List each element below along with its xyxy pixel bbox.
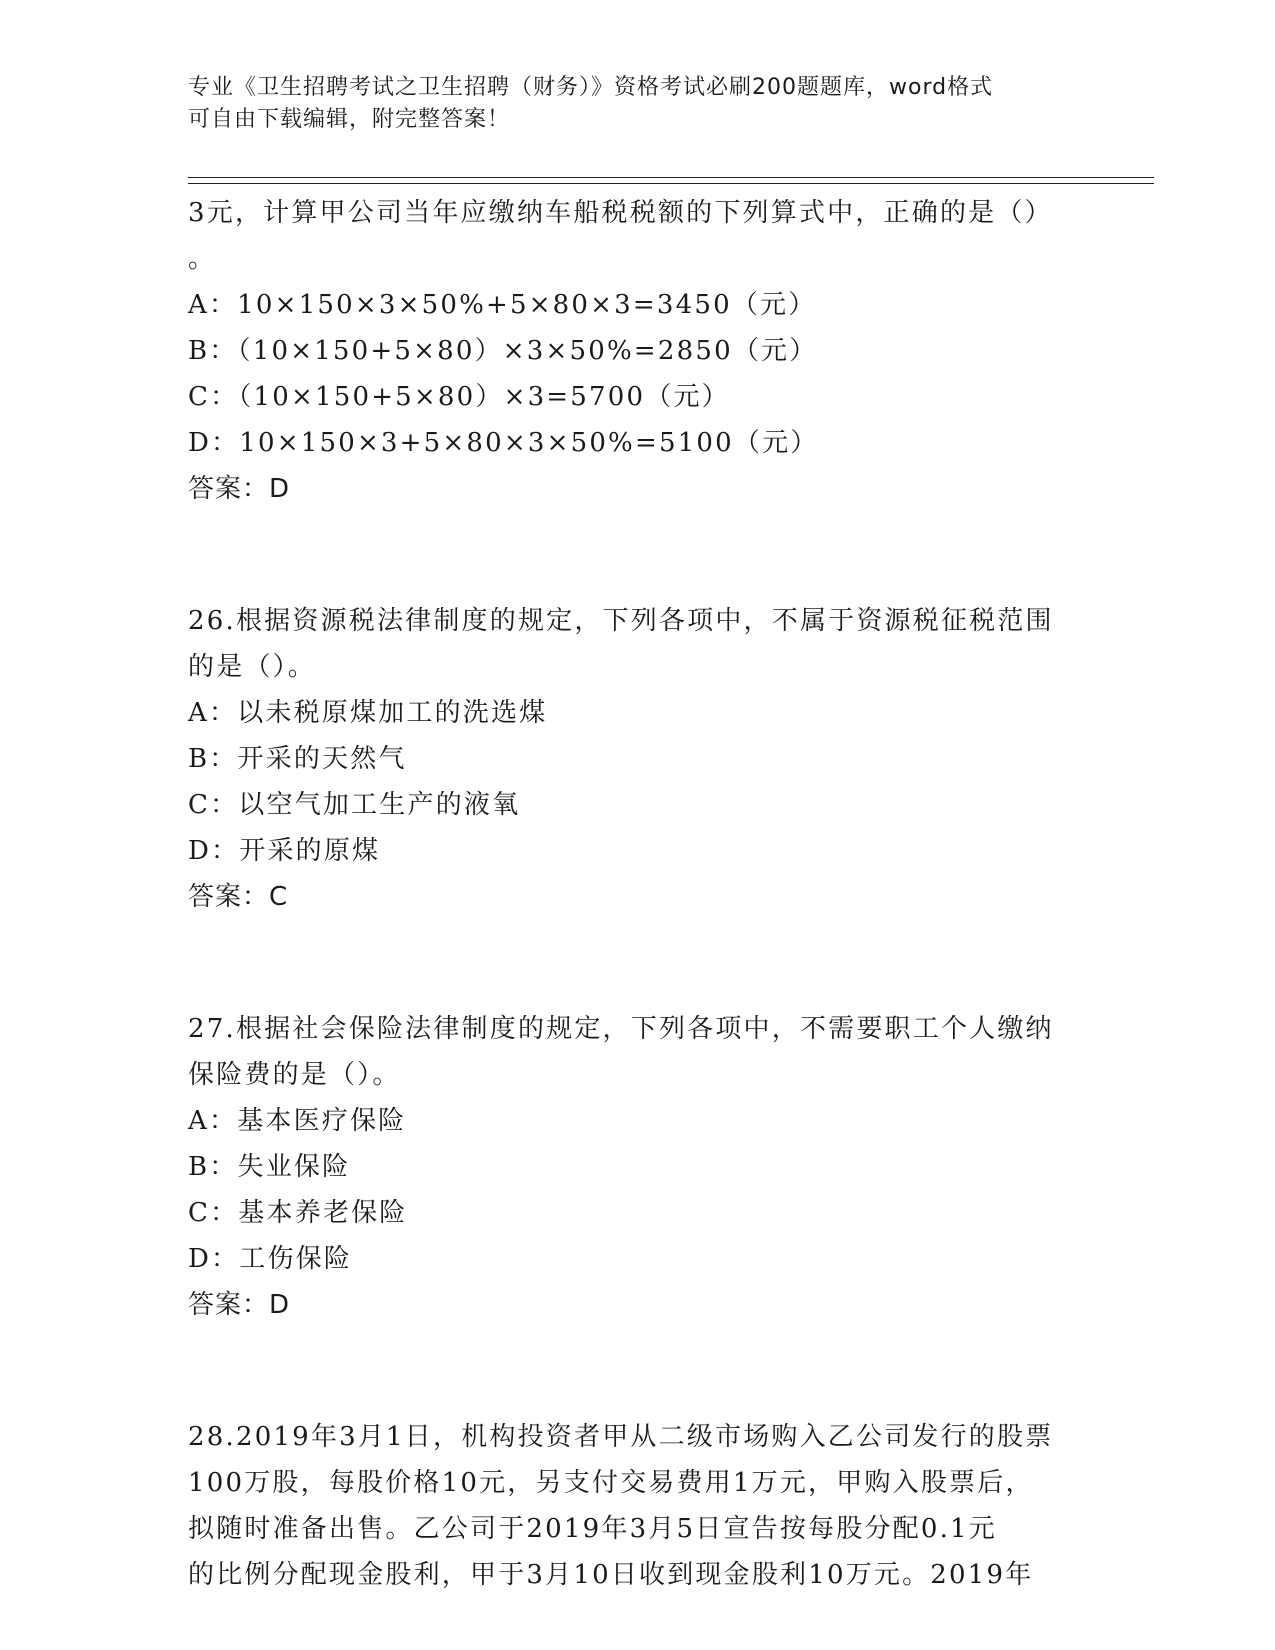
- document-body: [188, 190, 1088, 1598]
- question-stem-line: 3元，计算甲公司当年应缴纳车船税税额的下列算式中，正确的是（）: [188, 198, 1053, 228]
- question-stem-line: 28.2019年3月1日，机构投资者甲从二级市场购入乙公司发行的股票: [188, 1422, 1054, 1452]
- option-a: A：10×150×3×50%+5×80×3=3450（元）: [188, 290, 817, 320]
- spacer: [188, 920, 1088, 1006]
- spacer: [188, 512, 1088, 598]
- option-b: B：开采的天然气: [188, 744, 407, 774]
- question-stem-line: 26.根据资源税法律制度的规定，下列各项中，不属于资源税征税范围: [188, 606, 1054, 636]
- header-divider-top: [188, 177, 1154, 178]
- option-c: C：基本养老保险: [188, 1198, 408, 1228]
- question-stem-line: 保险费的是（）。: [188, 1060, 401, 1090]
- question-28: [188, 1414, 1088, 1598]
- header-divider-bottom: [188, 183, 1154, 184]
- option-c: C：以空气加工生产的液氧: [188, 790, 521, 820]
- answer-line: 答案：C: [188, 882, 289, 912]
- option-c: C：（10×150+5×80）×3=5700（元）: [188, 382, 730, 412]
- question-stem-line: 。: [188, 244, 217, 274]
- question-25: [188, 190, 1088, 512]
- option-a: A：以未税原煤加工的洗选煤: [188, 698, 548, 728]
- option-d: D：10×150×3+5×80×3×50%=5100（元）: [188, 428, 819, 458]
- option-b: B：（10×150+5×80）×3×50%=2850（元）: [188, 336, 818, 366]
- answer-line: 答案：D: [188, 474, 291, 504]
- header-line-1: 专业《卫生招聘考试之卫生招聘（财务）》资格考试必刷200题题库，word格式: [188, 75, 994, 100]
- option-b: B：失业保险: [188, 1152, 351, 1182]
- question-stem-line: 的比例分配现金股利，甲于3月10日收到现金股利10万元。2019年: [188, 1560, 1034, 1590]
- question-27: [188, 1006, 1088, 1328]
- question-stem-line: 100万股，每股价格10元，另支付交易费用1万元，甲购入股票后，: [188, 1468, 1034, 1498]
- answer-line: 答案：D: [188, 1290, 291, 1320]
- question-stem-line: 27.根据社会保险法律制度的规定，下列各项中，不需要职工个人缴纳: [188, 1014, 1054, 1044]
- option-d: D：开采的原煤: [188, 836, 381, 866]
- spacer: [188, 1328, 1088, 1414]
- header-line-2: 可自由下载编辑，附完整答案！: [188, 107, 511, 132]
- question-stem-line: 拟随时准备出售。乙公司于2019年3月5日宣告按每股分配0.1元: [188, 1514, 998, 1544]
- option-a: A：基本医疗保险: [188, 1106, 407, 1136]
- document-header: [188, 72, 1088, 136]
- question-26: [188, 598, 1088, 920]
- question-stem-line: 的是（）。: [188, 652, 317, 682]
- option-d: D：工伤保险: [188, 1244, 353, 1274]
